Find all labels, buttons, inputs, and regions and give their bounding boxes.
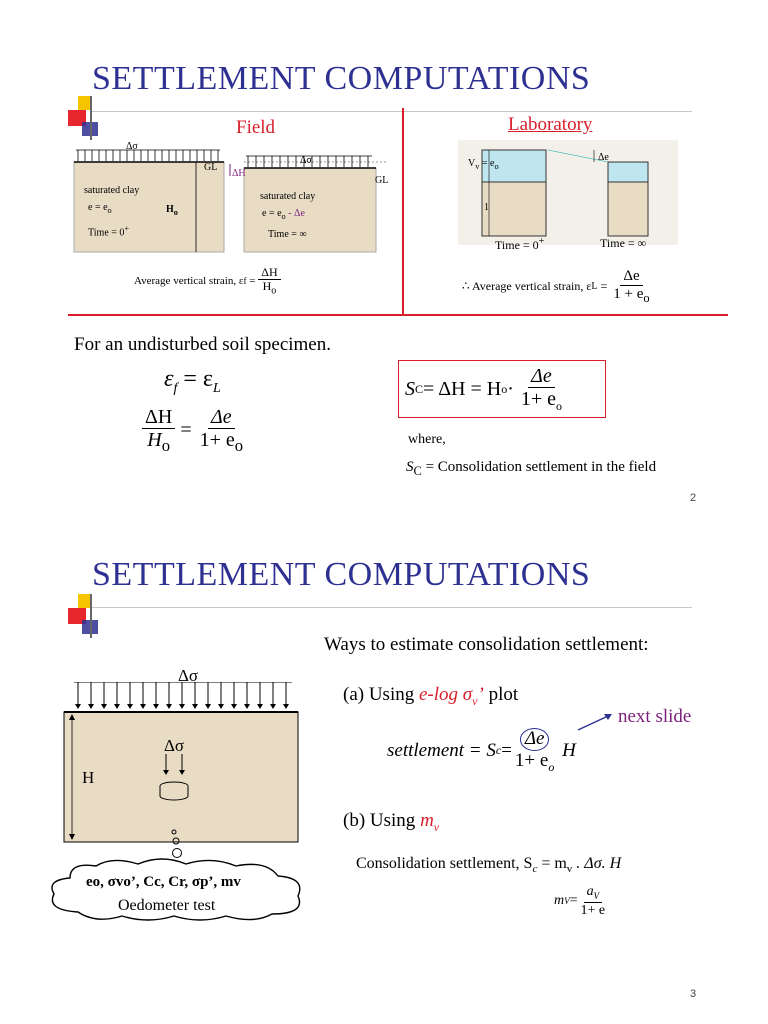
- ways-heading: Ways to estimate consolidation settlement:: [324, 634, 649, 655]
- field-left-delta-sigma: Δσ: [126, 141, 138, 152]
- method-a: (a) Using e-log $\sigma_v$’ plot: [343, 684, 519, 708]
- arrow-right-icon: [576, 710, 616, 732]
- lab-time-inf: Time = ∞: [600, 236, 647, 250]
- mv-formula: m V = $\frac{a_V}{1+ e}$: [554, 884, 606, 918]
- field-title: Field: [236, 117, 276, 138]
- delta-sigma-top: Δσ: [178, 666, 199, 685]
- method-b: (b) Using $m_v$: [343, 810, 440, 834]
- lab-diagram: [458, 140, 678, 245]
- panel-divider: [402, 108, 404, 314]
- panel-bottom-rule: [68, 314, 728, 316]
- field-diagram: [68, 142, 398, 257]
- delta-sigma-mid: Δσ: [164, 736, 185, 755]
- field-delta-h: ΔH: [232, 168, 246, 179]
- lab-de: Δe: [598, 152, 609, 163]
- field-sat-clay-right: saturated clay: [260, 191, 316, 202]
- h-label: H: [82, 768, 95, 787]
- title-rule: [92, 607, 692, 608]
- next-slide-link[interactable]: next slide: [618, 706, 692, 727]
- eps-equality: $\varepsilon_f = \varepsilon_L$: [164, 366, 221, 396]
- field-time-inf: Time = ∞: [268, 229, 307, 240]
- consolidation-formula: Consolidation settlement, $S_c = m_v$ . Δσ. H: [356, 855, 622, 876]
- lab-time-0: Time = 0+: [495, 236, 545, 252]
- undisturbed-text: For an undisturbed soil specimen.: [74, 334, 331, 355]
- settlement-formula: settlement = S c = $\frac{\Delta e}{1+ e_o}$ H: [387, 728, 576, 774]
- field-right-delta-sigma: Δσ: [300, 155, 312, 166]
- field-e-eq-eo-minus: $e = e_o - \Delta e$: [262, 208, 305, 221]
- field-e-eq-eo: $e = e_o$: [88, 202, 112, 215]
- field-gl-left: GL: [204, 162, 218, 173]
- field-gl-right: GL: [375, 175, 389, 186]
- cloud-test-label: Oedometer test: [118, 897, 216, 914]
- field-time-0: Time = 0+: [88, 224, 130, 239]
- lab-vv: $V_v = e_o$: [468, 158, 499, 171]
- slide-title: SETTLEMENT COMPUTATIONS: [92, 60, 591, 97]
- field-avg-strain: Average vertical strain, ε f = $\frac{\Delta H}{H_o}$: [134, 266, 281, 297]
- lab-avg-strain: ∴ Average vertical strain, ε L = $\frac{\Delta e}{1 + e_o}$: [462, 268, 650, 305]
- slide-title: SETTLEMENT COMPUTATIONS: [92, 556, 591, 593]
- cloud-params: eo, σvo’, Cc, Cr, σp’, mv: [86, 874, 241, 890]
- field-h-o: $H_o$: [166, 204, 178, 217]
- lab-title: Laboratory: [508, 114, 593, 135]
- title-rule: [92, 111, 692, 112]
- page-number: 2: [690, 492, 697, 504]
- field-sat-clay-left: saturated clay: [84, 185, 140, 196]
- soil-block-diagram: [60, 682, 310, 882]
- lab-one: 1: [484, 202, 489, 213]
- page-number: 3: [690, 988, 697, 1000]
- strain-equation: $\frac{\Delta H}{H_o}$ = $\frac{\Delta e}{1+ e_o}$: [142, 406, 246, 455]
- settlement-box: S C = ΔH = H o · $\frac{\Delta e}{1+ e_o}$: [398, 360, 606, 418]
- slide-logo-icon: [68, 96, 108, 140]
- where-label: where,: [408, 432, 446, 447]
- sc-definition: $S_C$ = Consolidation settlement in the field: [406, 459, 657, 478]
- slide-logo-icon: [68, 594, 108, 638]
